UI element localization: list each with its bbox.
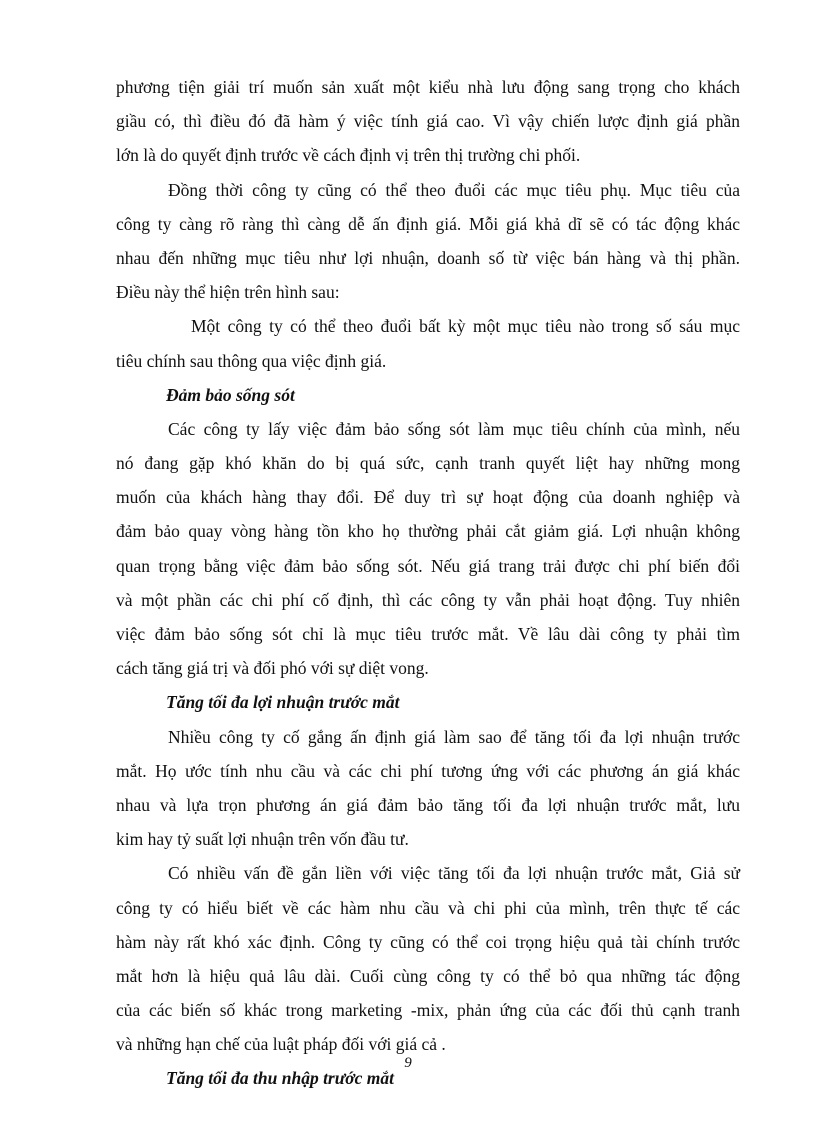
section-heading: Đảm bảo sống sót — [166, 384, 295, 405]
paragraph — [116, 70, 740, 173]
section-heading: Tăng tối đa thu nhập trước mắt — [166, 1068, 394, 1089]
text-line: nó đang gặp khó khăn do bị quá sức, cạnh tranh quyết liệt hay những mong — [116, 453, 740, 474]
text-line: và những hạn chế của luật pháp đối với giá cả . — [116, 1034, 446, 1055]
text-line: lớn là do quyết định trước về cách định vị trên thị trường chi phối. — [116, 145, 581, 166]
paragraph — [116, 309, 740, 377]
text-line: mắt hơn là hiệu quả lâu dài. Cuối cùng công ty có thể bỏ qua những tác động — [116, 965, 740, 986]
text-line: nhau và lựa trọn phương án giá đảm bảo tăng tối đa lợi nhuận trước mắt, lưu — [116, 794, 740, 815]
text-line: công ty càng rõ ràng thì càng dễ ấn định giá. Mỗi giá khả dĩ sẽ có tác động khác — [116, 213, 740, 234]
paragraph — [116, 720, 740, 857]
text-line: mắt. Họ ước tính nhu cầu và các chi phí tương ứng với các phương án giá khác — [116, 760, 740, 781]
paragraph — [116, 412, 740, 686]
text-line: kim hay tỷ suất lợi nhuận trên vốn đầu tư. — [116, 829, 409, 850]
text-line: hàm này rất khó xác định. Công ty cũng có thể coi trọng hiệu quả tài chính trước — [116, 931, 740, 952]
text-line: Điều này thể hiện trên hình sau: — [116, 282, 340, 303]
text-line: Có nhiều vấn đề gắn liền với việc tăng tối đa lợi nhuận trước mắt, Giả sử — [168, 863, 740, 884]
document-body — [116, 70, 740, 1096]
text-line: quan trọng bằng việc đảm bảo sống sót. Nếu giá trang trải được chi phí biến đổi — [116, 555, 740, 576]
paragraph — [116, 856, 740, 1061]
text-line: tiêu chính sau thông qua việc định giá. — [116, 350, 387, 371]
page-number: 9 — [404, 1055, 412, 1071]
text-line: Một công ty có thể theo đuổi bất kỳ một mục tiêu nào trong số sáu mục — [191, 316, 740, 337]
text-line: muốn của khách hàng thay đổi. Để duy trì sự hoạt động của doanh nghiệp và — [116, 487, 740, 508]
text-line: việc đảm bảo sống sót chỉ là mục tiêu trước mắt. Về lâu dài công ty phải tìm — [116, 624, 740, 644]
section-heading: Tăng tối đa lợi nhuận trước mắt — [166, 692, 400, 713]
text-line: giầu có, thì điều đó đã hàm ý việc tính giá cao. Vì vậy chiến lược định giá phần — [116, 111, 740, 132]
text-line: nhau đến những mục tiêu như lợi nhuận, doanh số từ việc bán hàng và thị phần. — [116, 247, 740, 268]
text-line: công ty có hiểu biết về các hàm nhu cầu và chi phi của mình, trên thực tế các — [116, 897, 740, 918]
text-line: Đồng thời công ty cũng có thể theo đuổi các mục tiêu phụ. Mục tiêu của — [168, 179, 740, 200]
text-line: phương tiện giải trí muốn sản xuất một kiểu nhà lưu động sang trọng cho khách — [116, 77, 740, 97]
text-line: cách tăng giá trị và đối phó với sự diệt vong. — [116, 658, 429, 679]
text-line: Nhiều công ty cố gắng ấn định giá làm sao để tăng tối đa lợi nhuận trước — [168, 726, 740, 747]
text-line: và một phần các chi phí cố định, thì các công ty vẫn phải hoạt động. Tuy nhiên — [116, 589, 740, 610]
text-line: đảm bảo quay vòng hàng tồn kho họ thường phải cắt giảm giá. Lợi nhuận không — [116, 521, 740, 542]
paragraph — [116, 173, 740, 310]
text-line: của các biến số khác trong marketing -mix, phản ứng của các đối thủ cạnh tranh — [116, 1000, 740, 1021]
text-line: Các công ty lấy việc đảm bảo sống sót làm mục tiêu chính của mình, nếu — [168, 418, 740, 439]
